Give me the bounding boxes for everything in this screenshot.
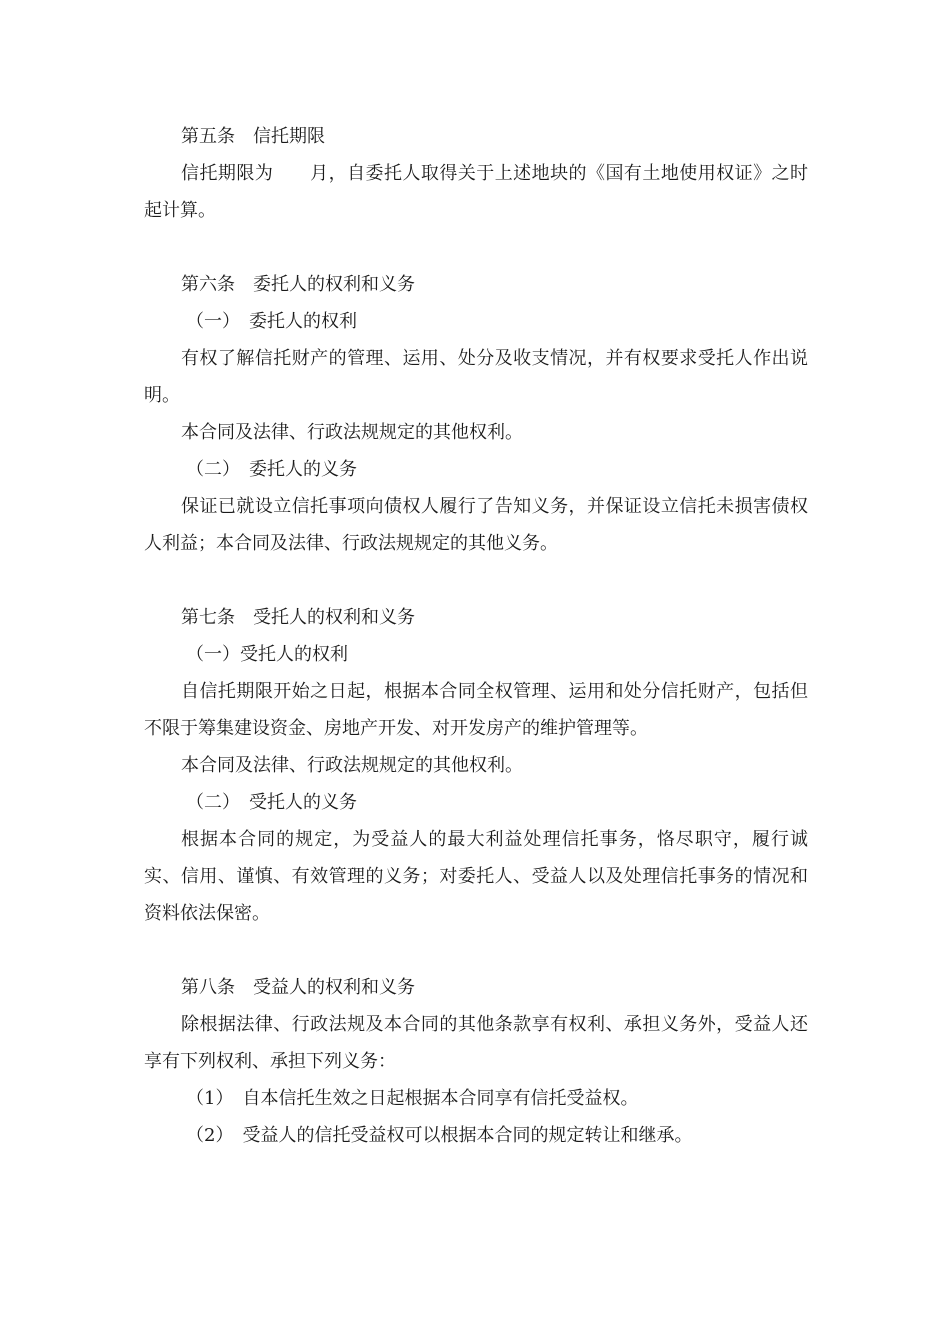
- article-7-text-2: 本合同及法律、行政法规规定的其他权利。: [181, 755, 523, 776]
- article-6-heading: 第六条 委托人的权利和义务: [181, 274, 415, 295]
- article-5-heading: 第五条 信托期限: [181, 126, 325, 147]
- article-6-text-3: 保证已就设立信托事项向债权人履行了告知义务，并保证设立信托未损害债权人利益；本合同及法律、行政法规规定的其他义务。: [144, 496, 808, 554]
- article-8-heading: 第八条 受益人的权利和义务: [181, 977, 415, 998]
- article-6-text-1: 有权了解信托财产的管理、运用、处分及收支情况，并有权要求受托人作出说明。: [144, 348, 808, 406]
- article-7-text-1: 自信托期限开始之日起，根据本合同全权管理、运用和处分信托财产，包括但不限于筹集建设资金、房地产开发、对开发房产的维护管理等。: [144, 681, 808, 739]
- article-8-item-1: （1） 自本信托生效之日起根据本合同享有信托受益权。: [186, 1088, 639, 1109]
- article-7-text-3: 根据本合同的规定，为受益人的最大利益处理信托事务，恪尽职守，履行诚实、信用、谨慎、有效管理的义务；对委托人、受益人以及处理信托事务的情况和资料依法保密。: [144, 829, 808, 924]
- document-body: [144, 118, 808, 1154]
- article-7-subheading-1: （一）受托人的权利: [186, 644, 348, 665]
- article-6-text-2: 本合同及法律、行政法规规定的其他权利。: [181, 422, 523, 443]
- article-8-item-2: （2） 受益人的信托受益权可以根据本合同的规定转让和继承。: [186, 1125, 693, 1146]
- article-5-text: 信托期限为 月，自委托人取得关于上述地块的《国有土地使用权证》之时起计算。: [144, 163, 808, 221]
- article-6-subheading-1: （一） 委托人的权利: [186, 311, 357, 332]
- article-8-text-1: 除根据法律、行政法规及本合同的其他条款享有权利、承担义务外，受益人还享有下列权利、承担下列义务：: [144, 1014, 808, 1072]
- article-7-subheading-2: （二） 受托人的义务: [186, 792, 357, 813]
- article-7-heading: 第七条 受托人的权利和义务: [181, 607, 415, 628]
- article-6-subheading-2: （二） 委托人的义务: [186, 459, 357, 480]
